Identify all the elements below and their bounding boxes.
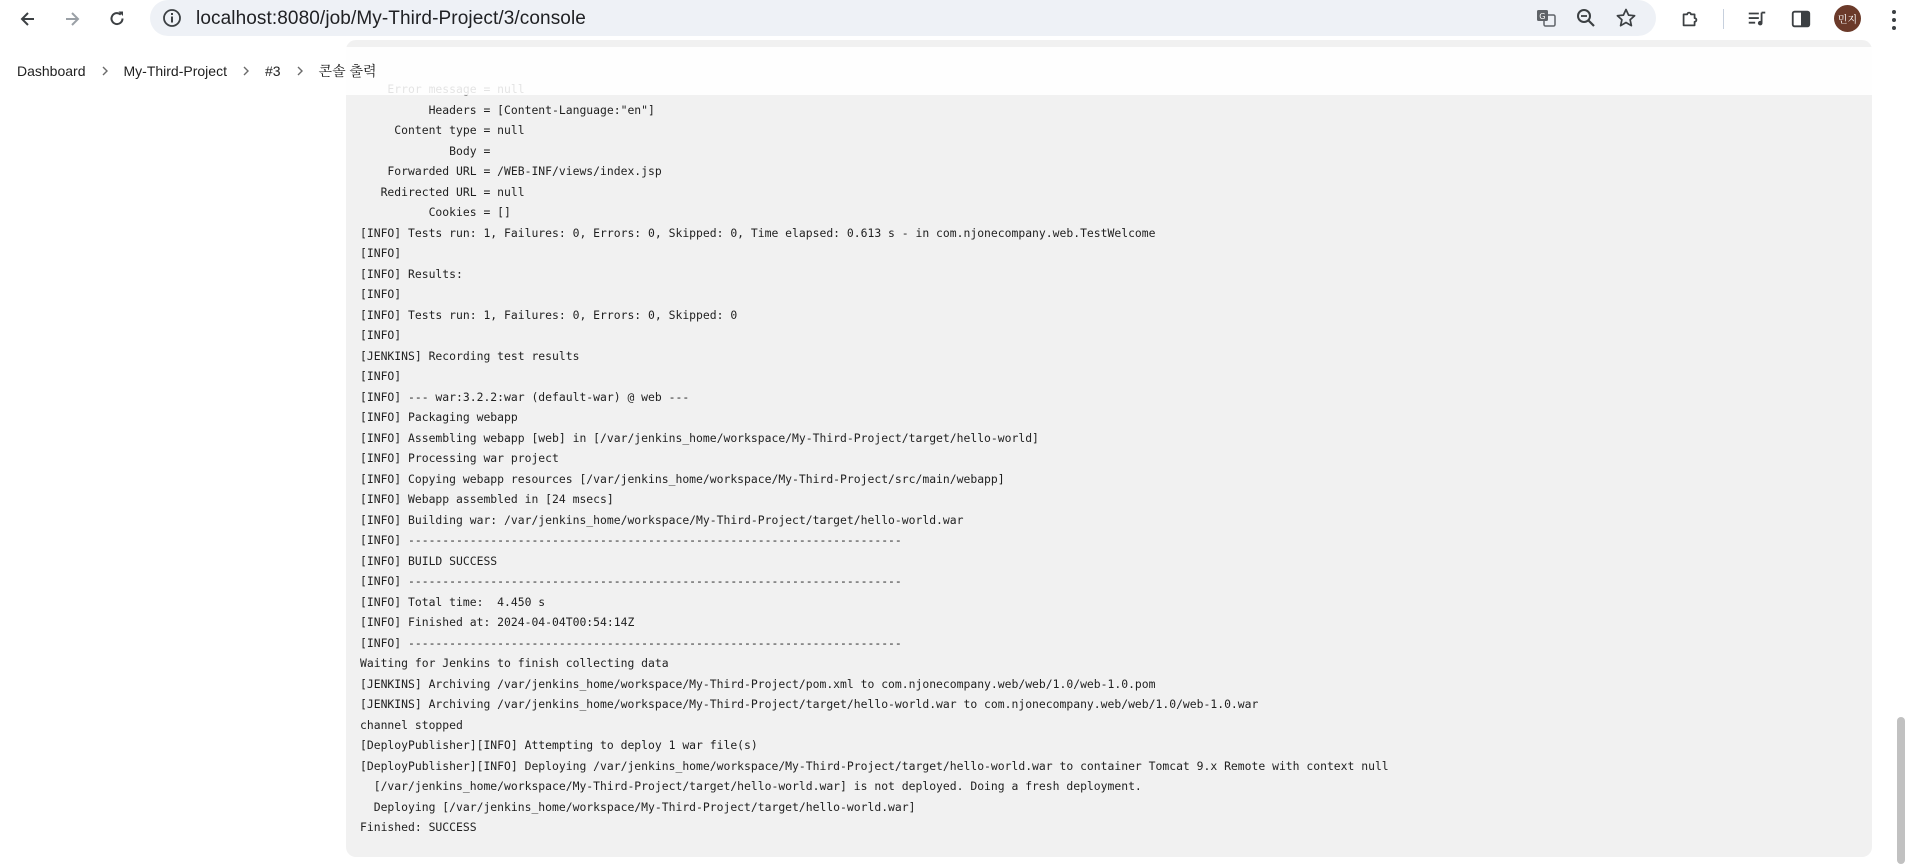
side-panel-icon[interactable] <box>1789 7 1813 31</box>
console-line: Forwarded URL = /WEB-INF/views/index.jsp <box>360 164 662 178</box>
puzzle-icon[interactable] <box>1678 7 1702 31</box>
address-bar[interactable] <box>150 0 1656 36</box>
console-line: Redirected URL = null <box>360 184 525 199</box>
console-line: Content type = null <box>360 123 525 137</box>
chevron-right-icon <box>241 66 251 76</box>
browser-toolbar <box>0 0 1907 38</box>
arrow-right-icon <box>62 9 82 29</box>
profile-avatar[interactable]: 민지 <box>1834 5 1861 32</box>
console-line: [INFO] Finished at: 2024-04-04T00:54:14Z <box>360 615 635 629</box>
zoom-icon[interactable] <box>1575 7 1597 29</box>
star-icon[interactable] <box>1615 7 1637 29</box>
media-control-icon[interactable] <box>1745 7 1769 31</box>
reload-button[interactable] <box>102 4 132 34</box>
site-info-icon[interactable] <box>162 8 182 28</box>
console-text <box>360 79 1389 838</box>
breadcrumb-build[interactable]: #3 <box>264 63 281 79</box>
console-line: [INFO] <box>360 246 402 260</box>
console-line: [JENKINS] Recording test results <box>360 348 580 363</box>
console-line: [INFO] ------------------------------------------------------------------------ <box>360 635 902 650</box>
toolbar-divider <box>1723 9 1724 29</box>
console-line: [INFO] Assembling webapp [web] in [/var/jenkins_home/workspace/My-Third-Project/target/hello-world] <box>360 430 1039 445</box>
console-line: Cookies = [] <box>360 205 511 219</box>
breadcrumb-project[interactable]: My-Third-Project <box>123 63 227 79</box>
console-line: Body = <box>360 143 498 158</box>
console-line: [INFO] Results: <box>360 266 463 281</box>
console-line: [INFO] <box>360 287 402 301</box>
breadcrumb-dashboard[interactable]: Dashboard <box>17 63 86 79</box>
console-line: [JENKINS] Archiving /var/jenkins_home/workspace/My-Third-Project/target/hello-world.war to com.njonecompany.web/web/1.0/web-1.0.war <box>360 697 1259 711</box>
console-line: [INFO] BUILD SUCCESS <box>360 553 498 568</box>
console-output <box>346 40 1872 857</box>
breadcrumb <box>0 47 1895 95</box>
forward-button[interactable] <box>57 4 87 34</box>
page-scrollbar[interactable] <box>1895 47 1907 864</box>
console-line: [/var/jenkins_home/workspace/My-Third-Project/target/hello-world.war] is not deployed. Doing a fresh deployment. <box>360 779 1142 793</box>
console-line: [INFO] Tests run: 1, Failures: 0, Errors: 0, Skipped: 0, Time elapsed: 0.613 s - in com.njonecompany.web.TestWelcome <box>360 225 1156 240</box>
console-line: [DeployPublisher][INFO] Deploying /var/jenkins_home/workspace/My-Third-Project/target/hello-world.war to container Tomcat 9.x Remote with context null <box>360 758 1389 773</box>
arrow-left-icon <box>18 9 38 29</box>
console-line: [INFO] ------------------------------------------------------------------------ <box>360 533 902 547</box>
console-line: [INFO] Webapp assembled in [24 msecs] <box>360 492 614 506</box>
console-line: [INFO] Tests run: 1, Failures: 0, Errors: 0, Skipped: 0 <box>360 307 738 322</box>
console-line: [JENKINS] Archiving /var/jenkins_home/workspace/My-Third-Project/pom.xml to com.njonecompany.web/web/1.0/web-1.0.pom <box>360 676 1156 691</box>
chevron-right-icon <box>100 66 110 76</box>
chevron-right-icon <box>295 66 305 76</box>
console-line: [INFO] Processing war project <box>360 451 559 465</box>
console-line: [INFO] Total time: 4.450 s <box>360 594 546 609</box>
console-line: channel stopped <box>360 717 463 732</box>
svg-text:G: G <box>1539 12 1546 21</box>
console-line: [INFO] Copying webapp resources [/var/jenkins_home/workspace/My-Third-Project/src/main/webapp] <box>360 471 1005 486</box>
kebab-menu-icon[interactable] <box>1891 9 1897 31</box>
back-button[interactable] <box>13 4 43 34</box>
console-line: Headers = [Content-Language:"en"] <box>360 102 655 117</box>
console-line: [INFO] Building war: /var/jenkins_home/workspace/My-Third-Project/target/hello-world.war <box>360 512 964 527</box>
address-bar-url[interactable]: localhost:8080/job/My-Third-Project/3/console <box>196 8 586 29</box>
console-line: [INFO] <box>360 369 402 383</box>
scrollbar-thumb[interactable] <box>1897 717 1905 864</box>
console-line: [INFO] <box>360 328 402 342</box>
console-line: Finished: SUCCESS <box>360 820 477 834</box>
console-line: Deploying [/var/jenkins_home/workspace/My-Third-Project/target/hello-world.war] <box>360 799 916 814</box>
console-line: [INFO] Packaging webapp <box>360 410 518 424</box>
console-line: [DeployPublisher][INFO] Attempting to deploy 1 war file(s) <box>360 738 758 752</box>
translate-icon[interactable] <box>1535 7 1557 29</box>
reload-icon <box>107 9 127 29</box>
breadcrumb-console-output[interactable]: 콘솔 출력 <box>318 63 377 79</box>
console-line: Waiting for Jenkins to finish collecting data <box>360 656 669 670</box>
console-line: [INFO] ------------------------------------------------------------------------ <box>360 574 902 588</box>
console-line: [INFO] --- war:3.2.2:war (default-war) @ web --- <box>360 389 690 404</box>
